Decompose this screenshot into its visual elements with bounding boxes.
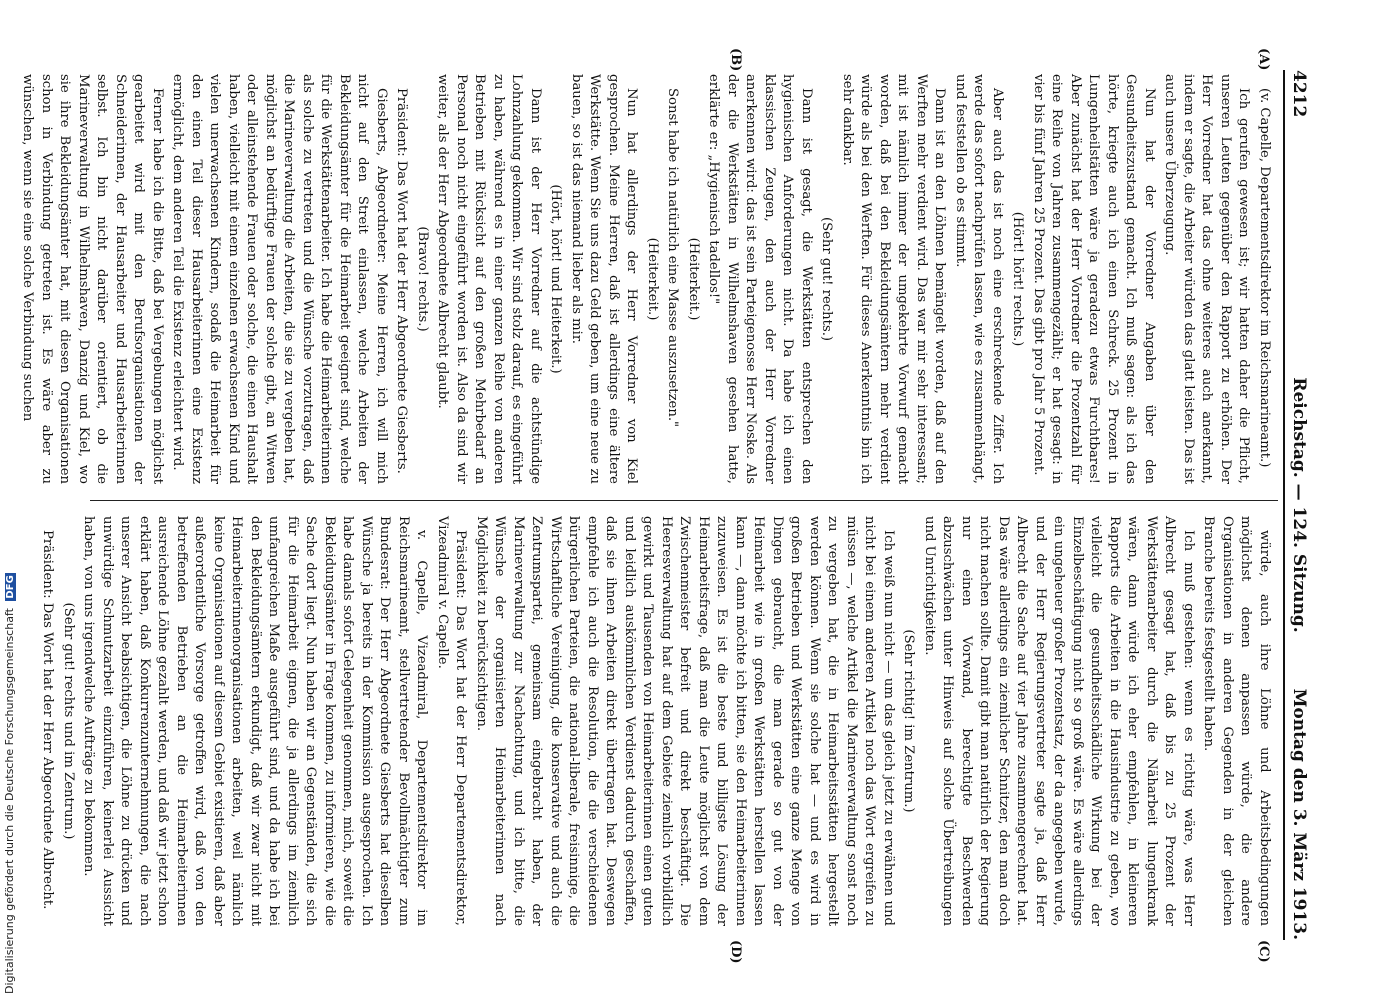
paragraph: Aber auch das ist noch eine erschreckende Ziffer. Ich werde das sofort nachprüfen lassen, wie es zusammenhängt, und feststellen ob es stimmt. bbox=[953, 74, 1005, 484]
paragraph: Nun hat allerdings der Herr Vorredner von Kiel gesprochen. Meine Herren, daß ist allerdings eine ältere Werkstätte. Wenn Sie uns dazu Geld geben, um eine neue zu bauen, so ist das niemand lieber als mir. bbox=[569, 74, 640, 484]
interjection: (Bravo! rechts.) bbox=[415, 226, 430, 332]
paragraph: (v. Capelle, Departementsdirektor im Reichsmarineamt.) bbox=[1257, 88, 1272, 468]
paragraph: Ich gerufen gewesen ist; wir hatten daher die Pflicht, unseren Leuten gegenüber den Rapport zu erhöhen. Der Herr Vorredner hat das ohne weiteres auch anerkannt, indem er sagte, die Arbeiter würden das glatt leisten. Das ist auch unsere Überzeugung. bbox=[1162, 74, 1252, 484]
paragraph: Dann ist der Herr Vorredner auf die achtstündige Lohnzahlung gekommen. Wir sind stolz darauf, es eingeführt zu haben, während es in einer ganzen Reihe von anderen Betrieben mit Rücksicht auf den großen Mehrbedarf an Personal noch nicht eingeführt worden ist. Also da sind wir weiter, als der Herr Abgeordnete Albrecht glaubt. bbox=[435, 74, 543, 484]
interjection: (Sehr gut! rechts.) bbox=[819, 216, 835, 342]
paragraph: Nun hat der Vorredner Angaben über den Gesundheitszustand gemacht. Ich muß sagen: als ich das hörte, kriegte auch ich einen Schreck. 25 Prozent in Lungenheilstätten wäre ja geradezu etwas Furchtbares! Aber zunächst hat der Herr Vorredner die Prozentzahl für eine Reihe von Jahren zusammengezählt; er hat gesagt: in vier bis fünf Jahren 25 Prozent. Das gibt pro Jahr 5 Prozent. bbox=[1031, 74, 1157, 484]
credit-text: Digitalisierung gefördert durch die Deutsche Forschungsgemeinschaft bbox=[3, 608, 16, 994]
interjection: (Heiterkeit.) bbox=[686, 237, 701, 321]
header-title: Reichstag. — 124. Sitzung. bbox=[1289, 377, 1309, 633]
margin-mark-d: (D) bbox=[728, 940, 743, 964]
paragraph: Präsident: Das Wort hat der Herr Abgeordnete Giesberts. bbox=[394, 88, 410, 474]
margin-mark-c: (C) bbox=[1256, 940, 1271, 963]
margin-mark-b: (B) bbox=[728, 48, 743, 72]
paragraph: Ich muß gestehen: wenn es richtig wäre, was Herr Albrecht gesagt hat, daß bis zu 25 Prozent der Werkstättenarbeiter durch die Näharbeit lungenkrank wären, dann würde ich eher empfehlen, in kleineren Rapports die Arbeiten in die Hausindustrie zu geben, wo vielleicht die gesundheitsschädliche Wirkung bei der Einzelbeschäftigung nicht so groß wäre. Es wäre allerdings ein ungeheuer großer Prozentsatz, der da angegeben wurde, und der Herr Regierungsvertreter sagte ja, daß Herr Albrecht die Sache auf vier Jahre zusammengerechnet hat. Das wäre allerdings ein ziemlicher Schnitzer, den man doch nicht machen sollte. Damit gibt man natürlich der Regierung nur einen Vorwand, berechtigte Beschwerden abzuschwächen unter Hinweis auf solche Übertreibungen und Unrichtigkeiten. bbox=[922, 516, 1196, 926]
column-divider bbox=[90, 500, 1278, 501]
paragraph: Präsident: Das Wort hat der Herr Departementsdirektor, Vizeadmiral v. Capelle. bbox=[435, 516, 469, 926]
interjection: (Sehr gut! rechts und im Zentrum.) bbox=[61, 602, 76, 840]
page-header bbox=[1283, 70, 1313, 940]
left-text-column bbox=[20, 74, 1273, 484]
paragraph: v. Capelle, Vizeadmiral, Departementsdirektor im Reichsmarineamt, stellvertretender Bevollmächtigter zum Bundesrat: Der Herr Abgeordnete Giesberts hat dieselben Wünsche ja bereits in der Kommission ausgesprochen. Ich habe damals sofort Gelegenheit genommen, mich, soweit die Bekleidungsämter in Frage kommen, zu informieren, wie die Sache dort liegt. Nun haben wir an Gegenständen, die sich für die Heimarbeit eignen, die ja allerdings im ziemlich umfangreichen Maße ausgeführt sind, und da habe ich bei den Bekleidungsämtern erkundigt, daß wir zwar nicht mit Heimarbeiterinnenorganisationen arbeiten, weil nämlich keine Organisationen auf diesem Gebiet existieren, daß aber außerordentliche Vorsorge getroffen wird, daß von den betreffenden Betrieben an die Heimarbeiterinnen ausreichende Löhne gezahlt werden, und daß wir jetzt schon erklärt haben, daß Konkurrenzunternehmungen, die nach unserer Ansicht beabsichtigen, die Löhne zu drücken und unwürdige Schmutzarbeit einzuführen, keinerlei Aussicht haben, von uns irgendwelche Aufträge zu bekommen. bbox=[81, 516, 430, 926]
interjection: (Heiterkeit.) bbox=[645, 237, 660, 321]
paragraph: Präsident: Das Wort hat der Herr Abgeordnete Albrecht. bbox=[40, 530, 56, 910]
paragraph: Ich weiß nun nicht — um das gleich jetzt zu erwähnen und nicht bei einem anderen Artikel noch das Wort ergreifen zu müssen —, welche Artikel die Marineverwaltung sonst noch zu vergeben hat, die in Heimarbeitsstätten hergestellt werden können. Wenn sie solche hat — und es wird in großen Betrieben und Werkstätten eine ganze Menge von Dingen gebraucht, die man gerade so gut von der Heimarbeit wie in großen Werkstätten herstellen lassen kann —, dann möchte ich bitten, sie den Heimarbeiterinnen zuzuweisen. Es ist die beste und billigste Lösung der Heimarbeitsfrage, daß man die Leute möglichst von dem Zwischenmeister befreit und direkt beschäftigt. Die Heeresverwaltung hat auf dem Gebiete ziemlich vorbildlich gewirkt und Tausenden von Heimarbeiterinnen einen guten und leidlich auskömmlichen Verdienst dadurch geschaffen, daß sie ihnen Arbeiten direkt übertragen hat. Deswegen empfehle ich auch die Resolution, die die verschiedenen bürgerlichen Parteien, die national-liberale, freisinnige, die Wirtschaftliche Vereinigung, die konservative und auch die Zentrumspartei, gemeinsam eingebracht haben, der Marineverwaltung zur Nachachtung, und ich bitte, die Wünsche der organisierten Heimarbeiterinnen nach Möglichkeit zu berücksichtigen. bbox=[474, 516, 896, 926]
interjection: (Hört, hört! und Heiterkeit.) bbox=[548, 184, 564, 374]
page-number: 4212 bbox=[1289, 70, 1309, 118]
paragraph: Dann ist gesagt, die Werkstätten entsprechen den hygienischen Anforderungen nicht. Da habe ich einen klassischen Zeugen, den auch der Herr Vorredner anerkennen wird: das ist sein Parteigenosse Herr Noske. Als der die Werkstätten in Wilhelmshaven gesehen hatte, erklärte er: „Hygienisch tadellos!" bbox=[706, 74, 814, 484]
paragraph: Sonst habe ich natürlich eine Masse auszusetzen." bbox=[665, 88, 681, 428]
paragraph: würde, auch ihre Löhne und Arbeitsbedingungen möglichst denen anpassen würde, die andere Organisationen in anderen Gegenden in der gleichen Branche bereits festgestellt haben. bbox=[1201, 516, 1272, 926]
margin-mark-a: (A) bbox=[1256, 48, 1271, 71]
paragraph: Giesberts, Abgeordneter: Meine Herren, ich will mich nicht auf den Streit einlassen, welche Arbeiten der Bekleidungsämter für die Heimarbeit geeignet sind, welche für die Werkstättenarbeiter. Ich habe die Heimarbeiterinnen als solche zu vertreten und die Wünsche vorzutragen, daß die Marineverwaltung die Arbeiten, die sie zu vergeben hat, möglichst an bedürftige Frauen der solche gibt, an Witwen oder alleinstehende Frauen oder solche, die einen Haushalt haben, vielleicht mit einem einzelnen erwachsenen Kind und vielen unerwachsenen Kindern, sodaß die Heimarbeit für den einen Teil dieser Hausarbeiterinnen eine Existenz ermöglicht, dem anderen Teil die Existenz erleichtert wird. bbox=[170, 74, 389, 484]
paragraph: Ferner habe ich die Bitte, daß bei Vergebungen möglichst gearbeitet wird mit den Berufsorganisationen der Schneiderinnen, der Hausarbeiter und Hausarbeiterinnen selbst. Ich bin nicht darüber orientiert, ob die Marineverwaltung in Wilhelmshaven, Danzig und Kiel, wo sie ihre Bekleidungsämter hat, mit diesen Organisationen schon in Verbindung getreten ist. Es wäre aber zu wünschen, wenn sie eine solche Verbindung suchen bbox=[20, 74, 165, 484]
digitization-credit bbox=[2, 575, 20, 994]
dfg-logo: DFG bbox=[5, 575, 16, 599]
interjection: (Hört! hört! rechts.) bbox=[1010, 211, 1026, 347]
header-date: Montag den 3. März 1913. bbox=[1289, 688, 1309, 940]
interjection: (Sehr richtig! im Zentrum.) bbox=[901, 629, 917, 813]
paragraph: Dann ist an den Löhnen bemängelt worden, daß auf den Werften mehr verdient wird. Das war mir sehr interessant; mit ist nämlich immer der umgekehrte Vorwurf gemacht worden, daß bei den Bekleidungsämtern mehr verdient würde als bei den Werften. Für dieses Anerkenntnis bin ich sehr dankbar. bbox=[840, 74, 948, 484]
right-text-column bbox=[40, 516, 1273, 926]
